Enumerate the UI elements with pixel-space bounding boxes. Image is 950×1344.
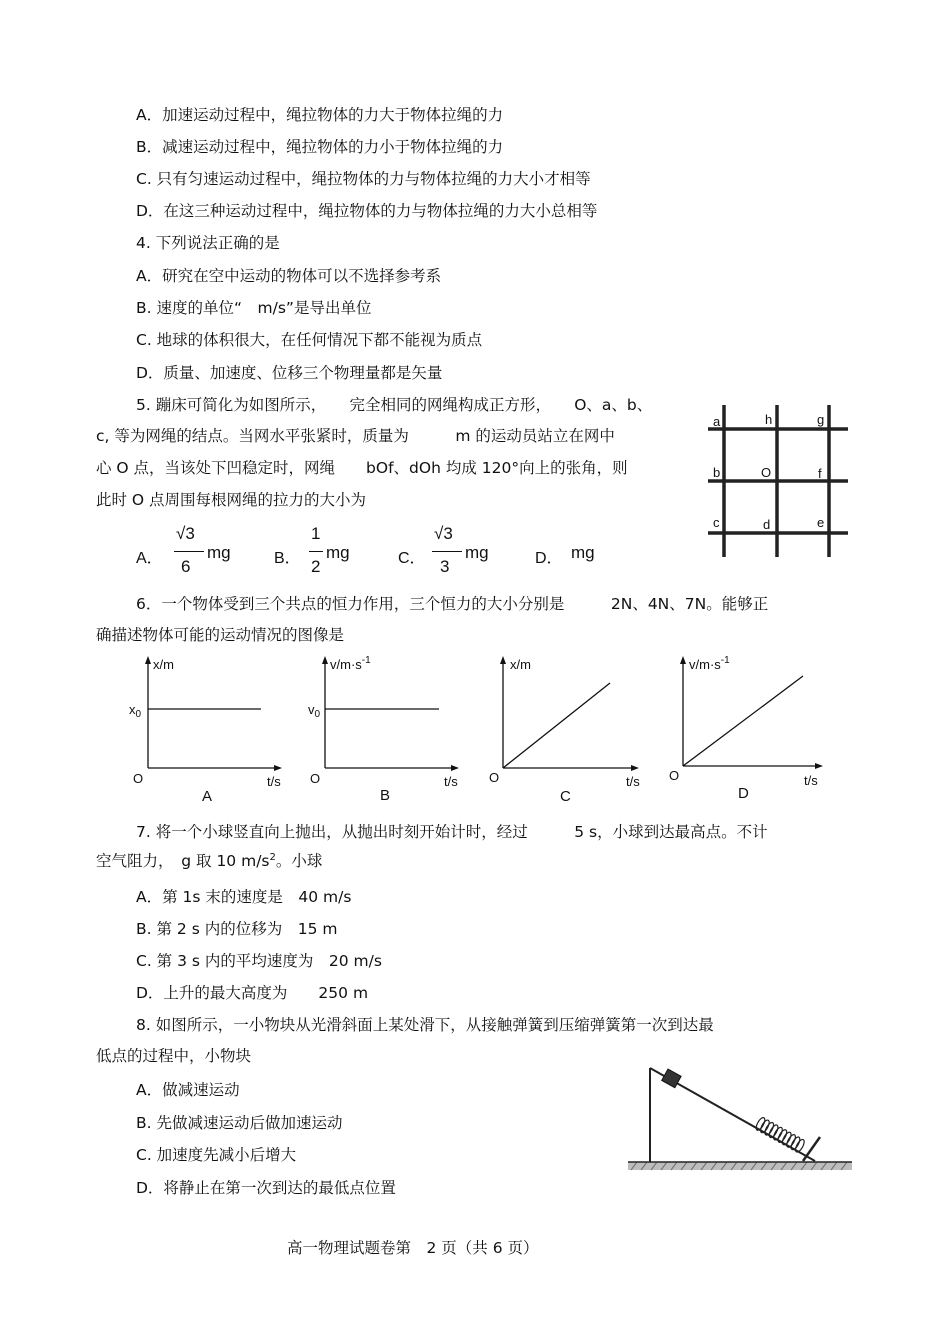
q4-option-d: D．质量、加速度、位移三个物理量都是矢量: [136, 364, 443, 382]
q4-option-b: B. 速度的单位“ m/s”是导出单位: [136, 299, 372, 317]
q6-graph-d-line: [683, 676, 803, 766]
q8-option-d: D．将静止在第一次到达的最低点位置: [136, 1179, 396, 1197]
page-footer: 高一物理试题卷第 2 页（共 6 页）: [287, 1239, 539, 1257]
q5-option-a-letter: A．: [136, 550, 163, 567]
q7-line1: 7. 将一个小球竖直向上抛出，从抛出时刻开始计时，经过 5 s，小球到达最高点。不计: [136, 823, 768, 841]
q6-graph-c-axes: [480, 650, 645, 810]
q6-graph-a-xlabel: t/s: [267, 774, 281, 789]
q8-line2: 低点的过程中，小物块: [96, 1047, 252, 1065]
q6-line1: 6．一个物体受到三个共点的恒力作用，三个恒力的大小分别是 2N、4N、7N。能够正: [136, 595, 769, 613]
q7-option-c: C. 第 3 s 内的平均速度为 20 m/s: [136, 952, 382, 970]
q6-graph-d: [660, 650, 830, 810]
q5-option-a-denominator: 6: [181, 557, 191, 576]
q8-option-b: B. 先做减速运动后做加速运动: [136, 1114, 343, 1132]
q3-option-a: A．加速运动过程中，绳拉物体的力大于物体拉绳的力: [136, 106, 504, 124]
q6-graph-d-caption: D: [738, 785, 749, 802]
q7-option-a: A．第 1s 末的速度是 40 m/s: [136, 888, 352, 906]
q6-graph-c-line: [503, 683, 610, 768]
q5-option-c-numerator: √3: [434, 524, 453, 543]
q5-line2: c, 等为网绳的结点。当网水平张紧时，质量为 m 的运动员站立在网中: [96, 427, 615, 445]
q6-graph-d-origin: O: [669, 768, 680, 783]
q6-graph-b-intercept: $v_0$: [308, 702, 321, 720]
incline-spring-drawing: [625, 1058, 855, 1174]
q5-line4: 此时 O 点周围每根网绳的拉力的大小为: [96, 491, 367, 509]
q6-graph-a-intercept: $x_0$: [129, 702, 142, 720]
q6-graph-d-xlabel: t/s: [804, 773, 818, 788]
q5-option-b-letter: B．: [274, 550, 301, 567]
q6-graph-b-caption: B: [380, 787, 391, 804]
q6-graph-b-ylabel: $v/m\cdot s^{-1}$: [330, 655, 371, 672]
q8-line1: 8. 如图所示，一小物块从光滑斜面上某处滑下，从接触弹簧到压缩弹簧第一次到达最: [136, 1016, 714, 1034]
q6-graph-d-ylabel: $v/m\cdot s^{-1}$: [689, 655, 730, 672]
net-node-b: b: [713, 465, 721, 480]
q6-graph-b-axes: [302, 650, 462, 810]
q6-graph-a-origin: O: [133, 771, 144, 786]
q6-graph-c-xlabel: t/s: [626, 774, 640, 789]
spring-stop: [803, 1137, 820, 1161]
q5-option-c-letter: C．: [398, 550, 426, 567]
q5-option-a-fraction-bar: [174, 551, 204, 552]
q6-graph-c-origin: O: [489, 770, 500, 785]
q6-graph-c-ylabel: x/m: [510, 657, 531, 672]
q6-graph-b-xlabel: t/s: [444, 774, 458, 789]
q5-option-d-unit: mg: [571, 543, 595, 562]
q6-line2: 确描述物体可能的运动情况的图像是: [96, 626, 345, 644]
trampoline-net-drawing: [700, 405, 860, 565]
q5-option-c-fraction-bar: [432, 551, 462, 552]
q6-graph-b: [302, 650, 462, 810]
net-node-c: c: [713, 515, 720, 530]
q5-option-a-numerator: √3: [176, 524, 195, 543]
q6-graph-b-origin: O: [310, 771, 321, 786]
q5-option-b-numerator: 1: [311, 524, 321, 543]
q6-graph-c: [480, 650, 645, 810]
q6-graph-a-caption: A: [202, 788, 213, 805]
q4-option-c: C. 地球的体积很大，在任何情况下都不能视为质点: [136, 331, 483, 349]
q5-option-b-unit: mg: [326, 543, 350, 562]
q6-graph-a-ylabel: x/m: [153, 657, 174, 672]
net-node-d: d: [763, 517, 771, 532]
q5-line3: 心 O 点，当该处下凹稳定时，网绳 bOf、dOh 均成 120°向上的张角，则: [96, 459, 628, 477]
q5-option-c-denominator: 3: [440, 557, 450, 576]
q3-option-c: C. 只有匀速运动过程中，绳拉物体的力与物体拉绳的力大小才相等: [136, 170, 591, 188]
q5-line1: 5. 蹦床可简化为如图所示， 完全相同的网绳构成正方形， O、a、b、: [136, 396, 653, 414]
q5-option-a-unit: mg: [207, 543, 231, 562]
q5-option-b-fraction-bar: [309, 551, 323, 552]
q6-graph-a: [125, 650, 285, 810]
q3-option-d: D．在这三种运动过程中，绳拉物体的力与物体拉绳的力大小总相等: [136, 202, 598, 220]
net-node-h: h: [765, 412, 773, 427]
net-node-f: f: [818, 466, 822, 481]
q5-option-b-denominator: 2: [311, 557, 321, 576]
net-node-a: a: [713, 414, 721, 429]
q7-option-d: D．上升的最大高度为 250 m: [136, 984, 369, 1002]
q3-option-b: B．减速运动过程中，绳拉物体的力小于物体拉绳的力: [136, 138, 504, 156]
q7-line2: 空气阻力， g 取 10 $m/s^2$。小球: [96, 852, 323, 870]
q7-option-b: B. 第 2 s 内的位移为 15 m: [136, 920, 338, 938]
incline-spring-figure: [625, 1058, 855, 1174]
net-node-g: g: [817, 412, 825, 427]
q6-graph-a-axes: [125, 650, 285, 810]
net-node-e: e: [817, 515, 825, 530]
q8-option-a: A．做减速运动: [136, 1081, 240, 1099]
q4-option-a: A．研究在空中运动的物体可以不选择参考系: [136, 267, 442, 285]
q8-option-c: C. 加速度先减小后增大: [136, 1146, 297, 1164]
spring-coil: [754, 1116, 805, 1153]
q5-option-c-unit: mg: [465, 543, 489, 562]
q6-graph-c-caption: C: [560, 788, 571, 805]
net-node-o: O: [761, 465, 772, 480]
q4-stem: 4. 下列说法正确的是: [136, 234, 280, 252]
trampoline-net-figure: [700, 405, 860, 565]
q5-option-d-letter: D．: [535, 550, 563, 567]
